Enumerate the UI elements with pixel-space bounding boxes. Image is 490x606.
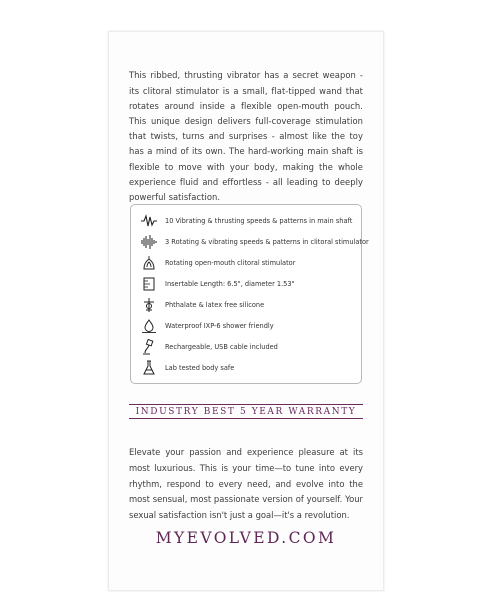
- feature-text: 3 Rotating & vibrating speeds & patterns in clitoral stimulator: [165, 238, 369, 246]
- flask-icon: [141, 360, 157, 376]
- feature-item: [141, 360, 234, 376]
- feature-item: [141, 339, 278, 355]
- usb-plug-icon: [141, 339, 157, 355]
- feature-item: [141, 318, 274, 334]
- features-box: [130, 204, 369, 384]
- feature-text: Insertable Length: 6.5", diameter 1.53": [165, 280, 295, 288]
- warranty-text: INDUSTRY BEST 5 YEAR WARRANTY: [135, 407, 357, 417]
- ruler-icon: [141, 276, 157, 292]
- feature-text: 10 Vibrating & thrusting speeds & patterns in main shaft: [165, 217, 353, 225]
- feature-text: Rotating open-mouth clitoral stimulator: [165, 259, 296, 267]
- feature-item: [141, 255, 295, 271]
- water-drop-icon: [141, 318, 157, 334]
- feature-item: [141, 297, 264, 313]
- feature-item: [141, 213, 352, 229]
- feature-item: [141, 276, 295, 292]
- rotating-stimulator-icon: [141, 255, 157, 271]
- warranty-banner: [129, 404, 363, 419]
- feature-text: Waterproof IXP-6 shower friendly: [165, 322, 274, 330]
- website-url: MYEVOLVED.COM: [155, 529, 337, 547]
- silicone-icon: [141, 297, 157, 313]
- divider: [129, 418, 363, 419]
- feature-text: Lab tested body safe: [165, 364, 235, 372]
- intro-paragraph: This ribbed, thrusting vibrator has a secret weapon - its clitoral stimulator is a small, flat-tipped wand that rotates around inside a flexible open-mouth pouch. This unique design delivers full-coverage stimulation that twists, turns and surprises - almost like the toy has a mind of its own. The hard-working main shaft is flexible to move with your body, making the whole experience fluid and effortless - all leading to deeply powerful satisfaction.: [129, 70, 363, 203]
- sound-bars-icon: [141, 234, 157, 250]
- vibration-wave-icon: [141, 213, 157, 229]
- feature-text: Rechargeable, USB cable included: [165, 343, 278, 351]
- outro-paragraph: Elevate your passion and experience pleasure at its most luxurious. This is your time—to tune into every rhythm, respond to every need, and evolve into the most sensual, most passionate version of yourself. Your sexual satisfaction isn't just a goal—it's a revolution.: [129, 447, 363, 520]
- product-card: [108, 31, 384, 591]
- feature-item: [141, 234, 369, 250]
- feature-text: Phthalate & latex free silicone: [165, 301, 265, 309]
